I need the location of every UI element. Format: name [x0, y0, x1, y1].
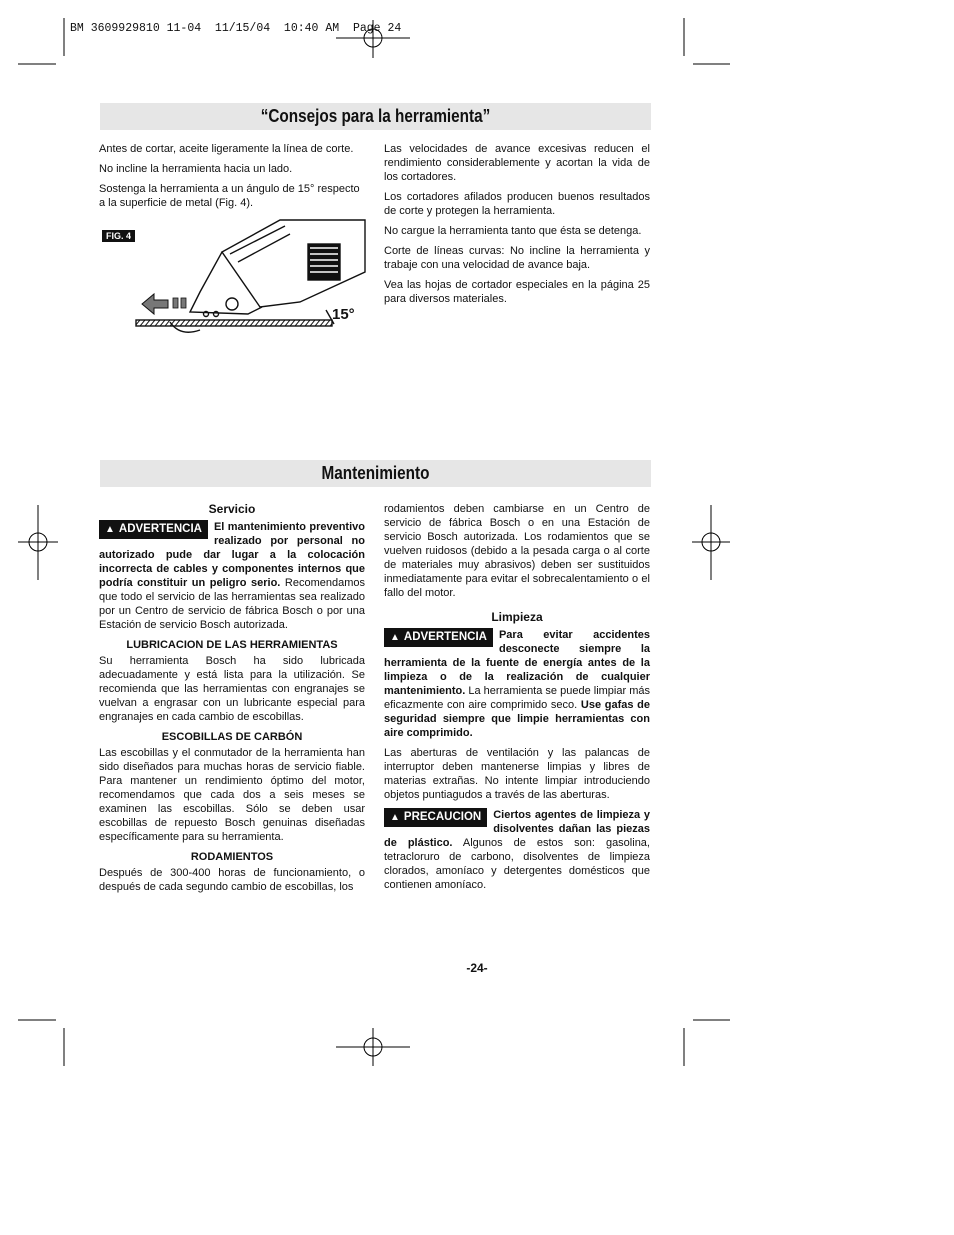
tips-left-column: [99, 142, 365, 216]
tip-para: Antes de cortar, aceite ligeramente la línea de corte.: [99, 143, 354, 155]
figure-label: FIG. 4: [102, 230, 135, 242]
servicio-heading: Servicio: [208, 502, 256, 516]
ventilation-text: Las aberturas de ventilación y las palancas de interruptor deben mantenerse limpias y libres de materias extrañas. No intente limpiar introduciendo objetos puntiagudos a través de las aberturas.: [384, 747, 650, 801]
tip-para: Vea las hojas de cortador especiales en la página 25 para diversos materiales.: [384, 279, 650, 305]
tip-para: Corte de líneas curvas: No incline la herramienta y trabaje con una velocidad de avance baja.: [384, 245, 650, 271]
tips-right-column: [384, 142, 650, 312]
bearings-text: Después de 300-400 horas de funcionamiento, o después de cada segundo cambio de escobillas, los: [99, 867, 365, 893]
caution-text: Algunos de estos son: gasolina, tetracloruro de carbono, disolventes de limpieza clorados, amoníaco y detergentes domésticos que contienen amoníaco.: [384, 837, 650, 891]
warning-triangle-icon: ▲: [390, 812, 400, 823]
warning-badge: ▲ ADVERTENCIA: [384, 628, 493, 647]
bearings-heading: RODAMIENTOS: [190, 851, 274, 863]
servicio-warning-text: El mantenimiento preventivo realizado por personal no autorizado pude dar lugar a la colocación incorrecta de cables y componentes internos que podría constituir un peligro serio.: [99, 521, 365, 589]
page-number: -24-: [466, 961, 488, 975]
warning-triangle-icon: ▲: [105, 524, 115, 535]
angle-label: 15°: [332, 306, 355, 323]
section-header-tips: [100, 103, 651, 130]
caution-badge: ▲ PRECAUCION: [384, 808, 487, 827]
warning-triangle-icon: ▲: [390, 632, 400, 643]
caution-bold-text: Ciertos agentes de limpieza y disolventes dañan las piezas de plástico.: [384, 809, 650, 849]
cleaning-warning-text: Para evitar accidentes desconecte siempre la herramienta de la fuente de energía antes de la limpieza o de la realización de cualquier mantenimiento.: [384, 629, 650, 697]
direction-arrow-icon: [142, 294, 168, 314]
section-header-maintenance: [100, 460, 651, 487]
bearings-text-cont: rodamientos deben cambiarse en un Centro de servicio de fábrica Bosch o en una Estación de servicio Bosch autorizada. Los rodamientos que se vuelven ruidosos (debido a la pesada carga o al corte de materiales muy abrasivos) deben ser sustituidos inmediatamente para evitar el sobrecalentamiento o el fallo del motor.: [384, 503, 650, 599]
lubrication-heading: LUBRICACION DE LAS HERRAMIENTAS: [126, 639, 338, 651]
brushes-text: Las escobillas y el conmutador de la herramienta han sido diseñados para muchas horas de servicio fiable. Para mantener un rendimiento óptimo del motor, recomendamos que cada dos a seis meses se examinen las escobillas. Sólo se deben usar escobillas de repuesto Bosch genuinas diseñadas específicamente para su herramienta.: [99, 747, 365, 843]
maintenance-left-column: [99, 502, 365, 900]
tip-para: Los cortadores afilados producen buenos resultados de corte y protegen la herramienta.: [384, 191, 650, 217]
cleaning-heading: Limpieza: [491, 610, 543, 624]
brushes-heading: ESCOBILLAS DE CARBÓN: [161, 731, 303, 743]
shear-tool-illustration: [130, 212, 370, 342]
section-title-maintenance: Mantenimiento: [321, 463, 430, 483]
warning-badge: ▲ ADVERTENCIA: [99, 520, 208, 539]
tip-para: Las velocidades de avance excesivas reducen el rendimiento considerablemente y acortan la vida de los cortadores.: [384, 143, 650, 183]
print-slug: BM 3609929810 11-04 11/15/04 10:40 AM Page 24: [70, 22, 402, 35]
lubrication-text: Su herramienta Bosch ha sido lubricada adecuadamente y está lista para la utilización. Se recomienda que las herramientas con engranajes se vuelvan a engrasar con un lubricante especial para engranajes en cada cambio de escobillas.: [99, 655, 365, 723]
section-title-tips: “Consejos para la herramienta”: [260, 106, 491, 126]
servicio-text: Recomendamos que todo el servicio de las herramientas sea realizado por un Centro de servicio de fábrica Bosch o por una Estación de servicio Bosch autorizada.: [99, 577, 365, 631]
tip-para: No cargue la herramienta tanto que ésta se detenga.: [384, 225, 642, 237]
tip-para: Sostenga la herramienta a un ángulo de 15° respecto a la superficie de metal (Fig. 4).: [99, 183, 360, 209]
tip-para: No incline la herramienta hacia un lado.: [99, 163, 293, 175]
maintenance-right-column: [384, 502, 650, 898]
cleaning-text: La herramienta se puede limpiar más eficazmente con aire comprimido seco.: [384, 685, 650, 711]
cleaning-goggles-text: Use gafas de seguridad siempre que limpie herramientas con aire comprimido.: [384, 699, 650, 739]
